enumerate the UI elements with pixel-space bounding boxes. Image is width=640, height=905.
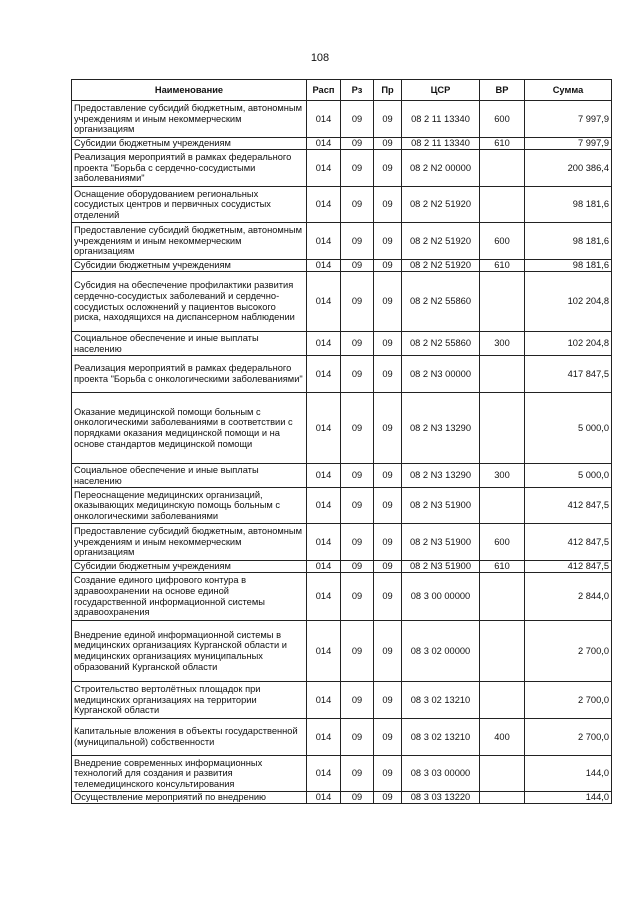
table-row — [72, 621, 612, 682]
cell-pr: 09 — [374, 682, 402, 719]
cell-rasp: 014 — [307, 187, 341, 223]
cell-name: Предоставление субсидий бюджетным, автономным учреждениям и иным некоммерческим организациям — [72, 223, 307, 260]
cell-name: Реализация мероприятий в рамках федерального проекта "Борьба с онкологическими заболеваниями" — [72, 356, 307, 393]
cell-csr: 08 2 N3 13290 — [402, 393, 480, 464]
cell-csr: 08 2 N2 51920 — [402, 223, 480, 260]
table-row — [72, 393, 612, 464]
cell-csr: 08 3 02 13210 — [402, 682, 480, 719]
cell-rasp: 014 — [307, 464, 341, 488]
cell-csr: 08 2 N2 51920 — [402, 187, 480, 223]
cell-sum: 98 181,6 — [525, 223, 612, 260]
cell-vr — [480, 187, 525, 223]
cell-name: Осуществление мероприятий по внедрению — [72, 792, 307, 804]
cell-pr: 09 — [374, 272, 402, 332]
cell-rz: 09 — [341, 561, 374, 573]
table-row — [72, 573, 612, 621]
cell-vr: 600 — [480, 101, 525, 138]
cell-sum: 5 000,0 — [525, 464, 612, 488]
table-row — [72, 792, 612, 804]
cell-pr: 09 — [374, 356, 402, 393]
cell-name: Оказание медицинской помощи больным с онкологическими заболеваниями в соответствии с порядками оказания медицинской помощи и на основе стандартов медицинской помощи — [72, 393, 307, 464]
cell-csr: 08 3 00 00000 — [402, 573, 480, 621]
cell-name: Оснащение оборудованием региональных сосудистых центров и первичных сосудистых отделений — [72, 187, 307, 223]
cell-rz: 09 — [341, 356, 374, 393]
cell-pr: 09 — [374, 621, 402, 682]
table-row — [72, 138, 612, 150]
table-row — [72, 488, 612, 524]
cell-name: Переоснащение медицинских организаций, оказывающих медицинскую помощь больным с онкологическими заболеваниями — [72, 488, 307, 524]
cell-vr: 600 — [480, 524, 525, 561]
cell-rz: 09 — [341, 488, 374, 524]
cell-rz: 09 — [341, 393, 374, 464]
header-name: Наименование — [72, 80, 307, 101]
cell-sum: 2 700,0 — [525, 719, 612, 756]
cell-rasp: 014 — [307, 561, 341, 573]
cell-name: Внедрение единой информационной системы в медицинских организациях Курганской области и медицинских организациях муниципальных образований Курганской области — [72, 621, 307, 682]
cell-pr: 09 — [374, 223, 402, 260]
cell-csr: 08 3 03 00000 — [402, 756, 480, 792]
cell-rasp: 014 — [307, 150, 341, 187]
cell-csr: 08 3 02 00000 — [402, 621, 480, 682]
table-body — [72, 101, 612, 804]
cell-sum: 144,0 — [525, 756, 612, 792]
cell-rz: 09 — [341, 573, 374, 621]
cell-name: Реализация мероприятий в рамках федерального проекта "Борьба с сердечно-сосудистыми заболеваниями" — [72, 150, 307, 187]
cell-sum: 412 847,5 — [525, 524, 612, 561]
cell-rz: 09 — [341, 756, 374, 792]
cell-rz: 09 — [341, 464, 374, 488]
cell-vr: 610 — [480, 138, 525, 150]
cell-csr: 08 3 02 13210 — [402, 719, 480, 756]
table-row — [72, 524, 612, 561]
cell-vr — [480, 488, 525, 524]
cell-sum: 98 181,6 — [525, 187, 612, 223]
table-row — [72, 464, 612, 488]
cell-sum: 200 386,4 — [525, 150, 612, 187]
page-number: 108 — [310, 52, 330, 64]
cell-name: Субсидии бюджетным учреждениям — [72, 138, 307, 150]
cell-vr — [480, 150, 525, 187]
header-sum: Сумма — [525, 80, 612, 101]
cell-rasp: 014 — [307, 756, 341, 792]
cell-rz: 09 — [341, 260, 374, 272]
cell-rasp: 014 — [307, 138, 341, 150]
cell-name: Субсидии бюджетным учреждениям — [72, 561, 307, 573]
cell-sum: 102 204,8 — [525, 332, 612, 356]
cell-rasp: 014 — [307, 682, 341, 719]
cell-rasp: 014 — [307, 101, 341, 138]
cell-pr: 09 — [374, 187, 402, 223]
cell-pr: 09 — [374, 464, 402, 488]
cell-rasp: 014 — [307, 272, 341, 332]
cell-rz: 09 — [341, 101, 374, 138]
cell-sum: 144,0 — [525, 792, 612, 804]
budget-table — [71, 79, 612, 804]
header-pr: Пр — [374, 80, 402, 101]
cell-name: Предоставление субсидий бюджетным, автономным учреждениям и иным некоммерческим организациям — [72, 101, 307, 138]
cell-sum: 412 847,5 — [525, 488, 612, 524]
table-row — [72, 756, 612, 792]
cell-sum: 5 000,0 — [525, 393, 612, 464]
cell-sum: 7 997,9 — [525, 101, 612, 138]
cell-csr: 08 2 11 13340 — [402, 138, 480, 150]
cell-rz: 09 — [341, 682, 374, 719]
cell-vr — [480, 573, 525, 621]
cell-sum: 102 204,8 — [525, 272, 612, 332]
cell-pr: 09 — [374, 138, 402, 150]
cell-vr: 610 — [480, 260, 525, 272]
cell-rasp: 014 — [307, 621, 341, 682]
header-csr: ЦСР — [402, 80, 480, 101]
header-vr: ВР — [480, 80, 525, 101]
cell-vr: 600 — [480, 223, 525, 260]
cell-pr: 09 — [374, 260, 402, 272]
cell-csr: 08 2 11 13340 — [402, 101, 480, 138]
cell-pr: 09 — [374, 573, 402, 621]
cell-name: Субсидия на обеспечение профилактики развития сердечно-сосудистых заболеваний и сердечно-сосудистых осложнений у пациентов высокого риска, находящихся на диспансерном наблюдении — [72, 272, 307, 332]
cell-name: Субсидии бюджетным учреждениям — [72, 260, 307, 272]
cell-rz: 09 — [341, 223, 374, 260]
cell-csr: 08 2 N2 00000 — [402, 150, 480, 187]
cell-rz: 09 — [341, 332, 374, 356]
cell-rz: 09 — [341, 272, 374, 332]
cell-sum: 2 844,0 — [525, 573, 612, 621]
cell-rasp: 014 — [307, 223, 341, 260]
cell-vr — [480, 621, 525, 682]
cell-rz: 09 — [341, 792, 374, 804]
cell-rz: 09 — [341, 138, 374, 150]
cell-csr: 08 2 N2 55860 — [402, 272, 480, 332]
table-row — [72, 356, 612, 393]
cell-vr — [480, 356, 525, 393]
cell-csr: 08 2 N2 51920 — [402, 260, 480, 272]
cell-csr: 08 2 N3 13290 — [402, 464, 480, 488]
cell-name: Внедрение современных информационных технологий для создания и развития телемедицинского консультирования — [72, 756, 307, 792]
cell-csr: 08 2 N3 51900 — [402, 488, 480, 524]
cell-rz: 09 — [341, 719, 374, 756]
cell-sum: 7 997,9 — [525, 138, 612, 150]
cell-csr: 08 3 03 13220 — [402, 792, 480, 804]
cell-vr — [480, 393, 525, 464]
cell-rasp: 014 — [307, 260, 341, 272]
cell-name: Социальное обеспечение и иные выплаты населению — [72, 332, 307, 356]
cell-vr — [480, 792, 525, 804]
cell-pr: 09 — [374, 332, 402, 356]
cell-vr — [480, 272, 525, 332]
cell-pr: 09 — [374, 150, 402, 187]
cell-pr: 09 — [374, 756, 402, 792]
table-header-row — [72, 80, 612, 101]
cell-rasp: 014 — [307, 332, 341, 356]
cell-sum: 2 700,0 — [525, 682, 612, 719]
cell-name: Строительство вертолётных площадок при медицинских организациях на территории Курганской области — [72, 682, 307, 719]
cell-sum: 98 181,6 — [525, 260, 612, 272]
cell-vr: 400 — [480, 719, 525, 756]
table-row — [72, 101, 612, 138]
cell-rasp: 014 — [307, 792, 341, 804]
cell-sum: 412 847,5 — [525, 561, 612, 573]
cell-pr: 09 — [374, 101, 402, 138]
table-row — [72, 187, 612, 223]
cell-rz: 09 — [341, 621, 374, 682]
table-row — [72, 332, 612, 356]
cell-pr: 09 — [374, 488, 402, 524]
cell-name: Социальное обеспечение и иные выплаты населению — [72, 464, 307, 488]
cell-rz: 09 — [341, 150, 374, 187]
header-rz: Рз — [341, 80, 374, 101]
cell-name: Предоставление субсидий бюджетным, автономным учреждениям и иным некоммерческим организациям — [72, 524, 307, 561]
cell-vr — [480, 682, 525, 719]
cell-rasp: 014 — [307, 719, 341, 756]
cell-name: Создание единого цифрового контура в здравоохранении на основе единой государственной информационной системы здравоохранения — [72, 573, 307, 621]
cell-rasp: 014 — [307, 393, 341, 464]
cell-vr: 610 — [480, 561, 525, 573]
table-row — [72, 223, 612, 260]
cell-csr: 08 2 N2 55860 — [402, 332, 480, 356]
table-row — [72, 682, 612, 719]
cell-rasp: 014 — [307, 488, 341, 524]
table-row — [72, 561, 612, 573]
cell-vr — [480, 756, 525, 792]
header-rasp: Расп — [307, 80, 341, 101]
cell-pr: 09 — [374, 561, 402, 573]
cell-rz: 09 — [341, 524, 374, 561]
cell-rz: 09 — [341, 187, 374, 223]
table-row — [72, 719, 612, 756]
cell-csr: 08 2 N3 51900 — [402, 561, 480, 573]
cell-pr: 09 — [374, 524, 402, 561]
table-row — [72, 150, 612, 187]
cell-rasp: 014 — [307, 524, 341, 561]
cell-csr: 08 2 N3 00000 — [402, 356, 480, 393]
cell-sum: 417 847,5 — [525, 356, 612, 393]
cell-pr: 09 — [374, 393, 402, 464]
cell-vr: 300 — [480, 332, 525, 356]
cell-name: Капитальные вложения в объекты государственной (муниципальной) собственности — [72, 719, 307, 756]
cell-sum: 2 700,0 — [525, 621, 612, 682]
cell-rasp: 014 — [307, 356, 341, 393]
cell-vr: 300 — [480, 464, 525, 488]
table-row — [72, 272, 612, 332]
cell-pr: 09 — [374, 719, 402, 756]
cell-pr: 09 — [374, 792, 402, 804]
table-row — [72, 260, 612, 272]
cell-rasp: 014 — [307, 573, 341, 621]
cell-csr: 08 2 N3 51900 — [402, 524, 480, 561]
